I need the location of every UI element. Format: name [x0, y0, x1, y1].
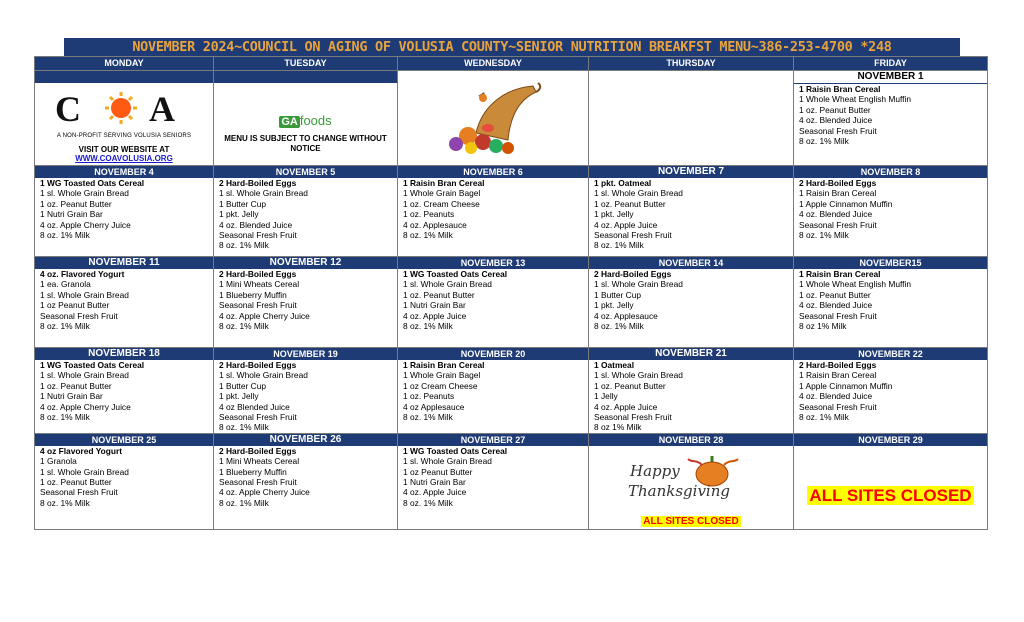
menu-item: 8 oz. 1% Milk	[799, 230, 849, 241]
day-cell	[589, 257, 794, 348]
thanksgiving-art	[589, 446, 793, 511]
day-cell	[398, 166, 589, 257]
day-label: NOVEMBER 20	[398, 348, 588, 360]
svg-text:C: C	[55, 91, 83, 125]
menu-item: 1 oz Cream Cheese	[403, 380, 478, 391]
menu-item: 1 Granola	[40, 456, 77, 467]
menu-item: 4 oz. Blended Juice	[799, 300, 873, 311]
menu-item: 1 sl. Whole Grain Bread	[219, 370, 308, 381]
menu-item: 4 oz Blended Juice	[219, 401, 290, 412]
menu-items	[35, 446, 213, 508]
menu-item: 1 Mini Wheats Cereal	[219, 456, 300, 467]
menu-item: 1 sl. Whole Grain Bread	[40, 466, 129, 477]
menu-items	[589, 360, 793, 433]
menu-items	[398, 178, 588, 240]
menu-item: 8 oz. 1% Milk	[403, 497, 453, 508]
menu-item: 1 Nutri Grain Bar	[403, 477, 466, 488]
menu-item: 1 pkt. Jelly	[594, 300, 634, 311]
closed-notice: ALL SITES CLOSED	[809, 485, 972, 505]
menu-item: 2 Hard-Boiled Eggs	[799, 360, 877, 370]
menu-item: 1 sl. Whole Grain Bread	[594, 370, 683, 381]
ga-foods-text: foods	[299, 113, 332, 128]
coa-logo-icon	[49, 91, 199, 125]
menu-item: 8 oz. 1% Milk	[219, 422, 269, 433]
menu-item: 1 Whole Wheat English Muffin	[799, 279, 912, 290]
menu-item: 1 oz. Peanut Butter	[40, 380, 112, 391]
menu-item: 1 Raisin Bran Cereal	[799, 269, 881, 279]
pumpkin-icon	[616, 452, 766, 506]
menu-item: 8 oz. 1% Milk	[799, 136, 849, 147]
menu-items	[35, 360, 213, 422]
menu-item: 4 oz. Apple Cherry Juice	[219, 487, 310, 498]
menu-item: 8 oz. 1% Milk	[40, 230, 90, 241]
menu-items	[589, 269, 793, 331]
menu-item: 4 oz. Apple Cherry Juice	[40, 401, 131, 412]
cornucopia-icon	[438, 78, 548, 158]
menu-item: 8 oz. 1% Milk	[799, 412, 849, 423]
weekday-monday: MONDAY	[35, 57, 214, 71]
visit-text: VISIT OUR WEBSITE AT	[78, 145, 170, 154]
menu-items	[398, 269, 588, 331]
menu-item: 2 Hard-Boiled Eggs	[219, 360, 297, 370]
promo-coa-cell	[35, 71, 214, 166]
menu-item: 8 oz. 1% Milk	[219, 240, 269, 251]
day-cell	[794, 166, 988, 257]
day-label: NOVEMBER 5	[214, 166, 397, 178]
svg-text:A: A	[149, 91, 177, 125]
ga-badge: GA	[281, 116, 298, 128]
day-cell	[794, 348, 988, 434]
menu-item: 1 Whole Wheat English Muffin	[799, 94, 912, 105]
menu-items	[794, 84, 987, 146]
menu-item: 1 Blueberry Muffin	[219, 289, 287, 300]
menu-item: 1 Butter Cup	[594, 289, 642, 300]
day-label: NOVEMBER 4	[35, 166, 213, 178]
menu-item: 1 sl. Whole Grain Bread	[40, 289, 129, 300]
menu-item: 1 Butter Cup	[219, 198, 267, 209]
menu-item: 1 oz. Peanut Butter	[40, 198, 112, 209]
menu-item: 1 Apple Cinnamon Muffin	[799, 198, 893, 209]
menu-item: 4 oz. Apple Cherry Juice	[40, 219, 131, 230]
weekday-thursday: THURSDAY	[589, 57, 794, 71]
day-cell	[398, 257, 589, 348]
menu-item: 1 Whole Grain Bagel	[403, 370, 481, 381]
menu-item: 1 Nutri Grain Bar	[40, 209, 103, 220]
menu-item: 8 oz. 1% Milk	[403, 321, 453, 332]
day-label: NOVEMBER 25	[35, 434, 213, 446]
menu-item: 1 Raisin Bran Cereal	[799, 84, 881, 94]
menu-items	[398, 360, 588, 422]
menu-item: 1 Jelly	[594, 391, 618, 402]
menu-item: 1 pkt. Jelly	[219, 209, 259, 220]
promo-ga-cell	[214, 71, 398, 166]
menu-items	[35, 178, 213, 240]
menu-item: 1 sl. Whole Grain Bread	[594, 188, 683, 199]
menu-item: 4 oz. Apple Juice	[594, 401, 658, 412]
day-label: NOVEMBER 6	[398, 166, 588, 178]
menu-item: 4 oz. Applesauce	[594, 310, 658, 321]
weekday-friday: FRIDAY	[794, 57, 988, 71]
day-cell	[214, 348, 398, 434]
day-cell	[398, 433, 589, 529]
day-cell	[35, 257, 214, 348]
day-cell	[214, 257, 398, 348]
menu-item: 2 Hard-Boiled Eggs	[219, 269, 297, 279]
day-cell	[794, 71, 988, 166]
menu-item: Seasonal Fresh Fruit	[799, 401, 877, 412]
menu-item: 4 oz Applesauce	[403, 401, 465, 412]
menu-item: 1 sl. Whole Grain Bread	[219, 188, 308, 199]
menu-item: Seasonal Fresh Fruit	[219, 477, 297, 488]
menu-item: Seasonal Fresh Fruit	[40, 310, 118, 321]
menu-item: 1 Blueberry Muffin	[219, 466, 287, 477]
menu-item: 1 WG Toasted Oats Cereal	[403, 269, 508, 279]
menu-item: 1 sl. Whole Grain Bread	[40, 188, 129, 199]
day-label: NOVEMBER 13	[398, 257, 588, 269]
menu-item: Seasonal Fresh Fruit	[219, 412, 297, 423]
menu-item: 4 oz. Apple Cherry Juice	[219, 310, 310, 321]
menu-item: 1 Raisin Bran Cereal	[403, 360, 485, 370]
menu-item: 1 Butter Cup	[219, 380, 267, 391]
menu-item: 1 sl. Whole Grain Bread	[403, 456, 492, 467]
menu-item: 8 oz. 1% Milk	[403, 230, 453, 241]
menu-item: 4 oz. Apple Juice	[403, 310, 467, 321]
closed-notice: ALL SITES CLOSED	[643, 515, 739, 527]
day-cell	[589, 348, 794, 434]
menu-item: 8 oz. 1% Milk	[40, 412, 90, 423]
day-label: NOVEMBER 11	[35, 257, 213, 269]
weekday-tuesday: TUESDAY	[214, 57, 398, 71]
day-label: NOVEMBER 12	[214, 257, 397, 269]
menu-items	[214, 446, 397, 508]
menu-item: 1 oz. Peanuts	[403, 209, 455, 220]
menu-item: 1 oz Peanut Butter	[403, 466, 473, 477]
day-label: NOVEMBER 18	[35, 348, 213, 360]
menu-item: 1 Raisin Bran Cereal	[799, 370, 877, 381]
menu-item: 1 oz. Peanut Butter	[799, 104, 871, 115]
menu-item: 1 WG Toasted Oats Cereal	[40, 360, 145, 370]
menu-calendar	[34, 56, 988, 530]
day-label: NOVEMBER 27	[398, 434, 588, 446]
menu-item: Seasonal Fresh Fruit	[40, 487, 118, 498]
menu-item: Seasonal Fresh Fruit	[799, 219, 877, 230]
menu-item: 1 Nutri Grain Bar	[403, 300, 466, 311]
day-label: NOVEMBER 14	[589, 257, 793, 269]
menu-item: 2 Hard-Boiled Eggs	[219, 178, 297, 188]
menu-item: 1 oz. Cream Cheese	[403, 198, 480, 209]
menu-item: 8 oz. 1% Milk	[403, 412, 453, 423]
website-link[interactable]: WWW.COAVOLUSIA.ORG	[75, 154, 173, 163]
coa-logo	[35, 91, 213, 131]
menu-item: 4 oz. Blended Juice	[799, 115, 873, 126]
menu-items	[794, 178, 987, 240]
day-cell	[589, 433, 794, 529]
menu-items	[589, 178, 793, 251]
menu-item: 1 Raisin Bran Cereal	[799, 188, 877, 199]
menu-item: 1 WG Toasted Oats Cereal	[403, 445, 508, 456]
menu-item: 8 oz. 1% Milk	[594, 240, 644, 251]
day-label: NOVEMBER 22	[794, 348, 987, 360]
menu-item: Seasonal Fresh Fruit	[799, 125, 877, 136]
menu-item: 1 Raisin Bran Cereal	[403, 178, 485, 188]
day-cell	[794, 433, 988, 529]
menu-notice: MENU IS SUBJECT TO CHANGE WITHOUT NOTICE	[224, 134, 387, 153]
cornucopia-cell	[398, 71, 589, 166]
menu-item: 8 oz. 1% Milk	[219, 497, 269, 508]
day-label: NOVEMBER 21	[589, 348, 793, 360]
menu-item: 1 Whole Grain Bagel	[403, 188, 481, 199]
menu-item: 1 sl. Whole Grain Bread	[403, 279, 492, 290]
day-label: NOVEMBER 28	[589, 434, 793, 446]
menu-item: 2 Hard-Boiled Eggs	[799, 178, 877, 188]
menu-item: 1 Nutri Grain Bar	[40, 391, 103, 402]
menu-item: Seasonal Fresh Fruit	[594, 412, 672, 423]
day-cell	[398, 348, 589, 434]
day-cell	[589, 166, 794, 257]
menu-items	[794, 269, 987, 331]
day-label: NOVEMBER15	[794, 257, 987, 269]
menu-item: 1 Mini Wheats Cereal	[219, 279, 300, 290]
menu-items	[214, 269, 397, 331]
menu-item: 1 Oatmeal	[594, 360, 635, 370]
menu-item: 8 oz. 1% Milk	[219, 321, 269, 332]
menu-item: 8 oz. 1% Milk	[40, 497, 90, 508]
day-label: NOVEMBER 8	[794, 166, 987, 178]
menu-item: 8 oz. 1% Milk	[594, 321, 644, 332]
day-label: NOVEMBER 1	[794, 71, 987, 84]
menu-item: 4 oz. Apple Juice	[594, 219, 658, 230]
menu-title: NOVEMBER 2024~COUNCIL ON AGING OF VOLUSIA COUNTY~SENIOR NUTRITION BREAKFST MENU~386-253-4700 *248	[64, 38, 960, 56]
menu-item: 1 oz. Peanut Butter	[403, 289, 475, 300]
menu-item: 8 oz 1% Milk	[594, 422, 642, 433]
menu-item: 4 oz. Applesauce	[403, 219, 467, 230]
menu-item: 1 pkt. Oatmeal	[594, 178, 652, 188]
menu-item: 1 sl. Whole Grain Bread	[594, 279, 683, 290]
happy-text: Happy	[630, 461, 680, 480]
menu-item: 8 oz 1% Milk	[799, 321, 847, 332]
day-cell	[214, 433, 398, 529]
menu-item: 4 oz Flavored Yogurt	[40, 445, 123, 456]
menu-item: Seasonal Fresh Fruit	[219, 300, 297, 311]
day-cell	[35, 433, 214, 529]
menu-item: 1 WG Toasted Oats Cereal	[40, 178, 145, 188]
menu-item: Seasonal Fresh Fruit	[799, 310, 877, 321]
menu-item: 1 pkt. Jelly	[219, 391, 259, 402]
menu-item: 2 Hard-Boiled Eggs	[219, 445, 297, 456]
thanksgiving-text: Thanksgiving	[628, 481, 730, 500]
menu-item: 1 ea. Granola	[40, 279, 91, 290]
menu-item: 1 oz Peanut Butter	[40, 300, 110, 311]
day-cell	[214, 166, 398, 257]
menu-item: 4 oz. Blended Juice	[219, 219, 293, 230]
menu-item: 1 pkt. Jelly	[594, 209, 634, 220]
coa-tagline: A NON-PROFIT SERVING VOLUSIA SENIORS	[56, 133, 192, 139]
day-cell	[35, 166, 214, 257]
menu-item: 4 oz. Apple Juice	[403, 487, 467, 498]
menu-item: 1 Apple Cinnamon Muffin	[799, 380, 893, 391]
empty-cell	[589, 71, 794, 166]
day-cell	[794, 257, 988, 348]
menu-item: 4 oz. Blended Juice	[799, 391, 873, 402]
day-label: NOVEMBER 29	[794, 434, 987, 446]
menu-item: 1 oz. Peanuts	[403, 391, 455, 402]
day-cell	[35, 348, 214, 434]
menu-item: 1 oz. Peanut Butter	[40, 477, 112, 488]
menu-item: 2 Hard-Boiled Eggs	[594, 269, 672, 279]
ga-foods-logo	[214, 113, 397, 128]
menu-item: Seasonal Fresh Fruit	[594, 230, 672, 241]
menu-item: 4 oz. Blended Juice	[799, 209, 873, 220]
day-label: NOVEMBER 7	[589, 166, 793, 178]
menu-items	[35, 269, 213, 331]
weekday-wednesday: WEDNESDAY	[398, 57, 589, 71]
menu-item: 1 oz. Peanut Butter	[594, 198, 666, 209]
menu-item: 1 oz. Peanut Butter	[594, 380, 666, 391]
menu-item: 1 oz. Peanut Butter	[799, 289, 871, 300]
menu-items	[214, 360, 397, 433]
day-label: NOVEMBER 26	[214, 434, 397, 446]
day-label: NOVEMBER 19	[214, 348, 397, 360]
menu-items	[214, 178, 397, 251]
menu-item: 4 oz. Flavored Yogurt	[40, 269, 125, 279]
menu-item: Seasonal Fresh Fruit	[219, 230, 297, 241]
menu-items	[398, 446, 588, 508]
menu-item: 1 sl. Whole Grain Bread	[40, 370, 129, 381]
menu-items	[794, 360, 987, 422]
menu-item: 8 oz. 1% Milk	[40, 321, 90, 332]
